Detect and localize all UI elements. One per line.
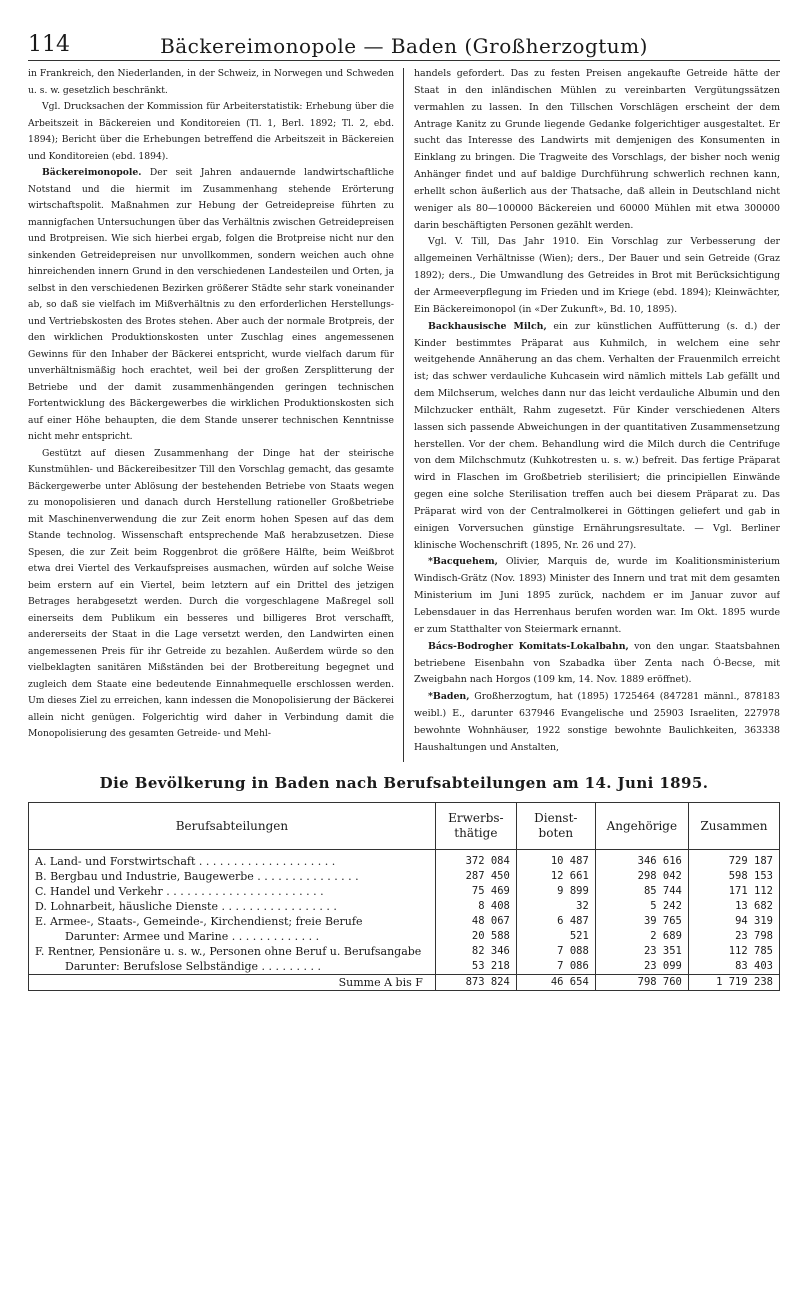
table-cell: 32: [516, 899, 595, 914]
running-head: [28, 30, 780, 61]
table-cell: 7 088: [516, 944, 595, 959]
table-row: [29, 944, 780, 959]
paragraph-text: Gestützt auf diesen Zusammenhang der Dinge hat der steirische Kunstmühlen- und Bäckereibesitzer Till den Vorschlag gemacht, das gesamte Bäckergewerbe unter Ablösung der bestehenden Betriebe von Staats wegen zu monopolisieren und danach durch Herstellung rationeller Großbetriebe mit Maschinenverwendung die zur Zeit enorm hohen Spesen auf das dem Stande technolog. Wissenschaft entsprechende Maß herabzusetzen. Diese Spesen, die zur Zeit beim Roggenbrot die größere Hälfte, beim Weißbrot etwa drei Viertel des Verkaufspreises ausmachen, würden auf solche Weise beim erstern auf ein Viertel, beim letztern auf ein Drittel des jetzigen Betrages herabgesetzt werden. Durch die vorgeschlagene Maßregel soll einerseits dem Publikum ein besseres und billigeres Brot verschafft, andererseits der Staat in die Lage versetzt werden, den Landwirten einen angemessenen Preis für ihr Getreide zu bezahlen. Außerdem würde so den vielbeklagten sanitären Mißständen bei der Brotbereitung begegnet und zugleich dem Staate eine bedeutende Einnahmequelle erschlossen werden. Um dieses Ziel zu erreichen, kann indessen die Monopolisierung der Bäckerei allein nicht genügen. Folgerichtig wird daher in Verbindung damit die Monopolisierung des gesamten Getreide- und Mehl-: [28, 447, 394, 739]
row-label: C. Handel und Verkehr . . . . . . . . . . . . . . . . . . . . . . .: [29, 884, 436, 899]
table-cell: 82 346: [435, 944, 516, 959]
paragraph-text: handels gefordert. Das zu festen Preisen angekaufte Getreide hätte der Staat in den inländischen Mühlen zu vereinbarten Vergütungssätzen vermahlen zu lassen. In den Tillschen Vorschlägen erscheint der dem Antrage Kanitz zu Grunde liegende Gedanke folgerichtiger ausgestaltet. Er sucht das Interesse des Landwirts mit demjenigen des Konsumenten in Einklang zu bringen. Die Tragweite des Vorschlags, der bisher noch wenig Anhänger findet und auf baldige Durchführung schwerlich rechnen kann, erhellt schon äußerlich aus der Thatsache, daß allein in Deutschland nicht weniger als 80—100000 Bäckereien und 60000 Mühlen mit etwa 300000 darin beschäftigten Personen gezählt werden.: [414, 68, 780, 231]
table-cell: 729 187: [688, 850, 779, 870]
table-cell: 372 084: [435, 850, 516, 870]
column-header: Dienst-boten: [516, 803, 595, 850]
paragraph-text: Vgl. Drucksachen der Kommission für Arbeiterstatistik: Erhebung über die Arbeitszeit in Bäckereien und Konditoreien (Tl. 1, Berl. 1892; Tl. 2, ebd. 1894); Bericht über die Erhebungen betreffend die Arbeitszeit in Bäckereien und Konditoreien (ebd. 1894).: [28, 101, 394, 162]
entry-headword: *Bacquehem,: [428, 556, 498, 568]
table-header-row: [29, 803, 780, 850]
table-cell: 521: [516, 929, 595, 944]
entry-headword: Backhausische Milch,: [428, 320, 547, 332]
total-cell: 46 654: [516, 975, 595, 991]
paragraph-text: Vgl. V. Till, Das Jahr 1910. Ein Vorschlag zur Verbesserung der allgemeinen Verhältnisse (Wien); ders., Der Bauer und sein Getreide (Graz 1892); ders., Die Umwandlung des Getreides in Brot mit Berücksichtigung der Armeeverpflegung im Frieden und im Kriege (ebd. 1894); Kleinwächter, Ein Bäckereimonopol (in «Der Zukunft», Bd. 10, 1895).: [414, 236, 780, 315]
text-columns: [28, 66, 780, 766]
paragraph-text: in Frankreich, den Niederlanden, in der Schweiz, in Norwegen und Schweden u. s. w. gesetzlich beschränkt.: [28, 68, 394, 96]
entry-headword: Bäckereimonopole.: [42, 167, 142, 178]
population-table: [28, 802, 780, 991]
total-cell: 798 760: [595, 975, 688, 991]
paragraph-text: Olivier, Marquis de, wurde im Koalitionsministerium Windisch-Grätz (Nov. 1893) Minister des Innern und trat mit dem gesamten Ministerium im Juni 1895 zurück, nachdem er im Januar zuvor auf Lebensdauer in das Herrenhaus berufen worden war. Im Okt. 1895 wurde er zum Statthalter von Steiermark ernannt.: [414, 556, 780, 635]
paragraph-text: ein zur künstlichen Auffütterung (s. d.) der Kinder bestimmtes Präparat aus Kuhmilch, in welchem eine sehr weitgehende Annäherung an das chem. Verhalten der Frauenmilch erreicht ist; das schwer verdauliche Kuhcasein wird nämlich mittels Lab gefällt und dem Milchserum, welches dann nur das leicht verdauliche Albumin und den Milchzucker enthält, Rahm zugesetzt. Für Kinder verschiedenen Alters lassen sich passende Abweichungen in der quantitativen Zusammensetzung herstellen. Vor der chem. Behandlung wird die Milch durch die Centrifuge von dem Milchschmutz (Kuhkotresten u. s. w.) befreit. Das fertige Präparat wird in Flaschen im Großbetrieb sterilisiert; die principiellen Einwände gegen eine solche Sterilisation treffen auch bei diesem Präparat zu. Das Präparat wird von der Centralmolkerei in Göttingen geliefert und gab in einigen Vorversuchen günstige Ernährungsresultate. — Vgl. Berliner klinische Wochenschrift (1895, Nr. 26 und 27).: [414, 320, 780, 551]
row-label: Darunter: Berufslose Selbständige . . . . . . . . .: [29, 959, 436, 975]
table-cell: 23 351: [595, 944, 688, 959]
paragraph: [28, 66, 394, 99]
table-cell: 85 744: [595, 884, 688, 899]
table-row: [29, 884, 780, 899]
row-label: F. Rentner, Pensionäre u. s. w., Personen ohne Beruf u. Berufsangabe: [29, 944, 436, 959]
table-cell: 5 242: [595, 899, 688, 914]
paragraph-text: Großherzogtum, hat (1895) 1725464 (847281 männl., 878183 weibl.) E., darunter 637946 Evangelische und 25903 Israeliten, 227978 bewohnte Wohnhäuser, 1922 sonstige bewohnte Baulichkeiten, 363338 Haushaltungen und Anstalten,: [414, 691, 780, 753]
row-label: B. Bergbau und Industrie, Baugewerbe . . . . . . . . . . . . . . .: [29, 869, 436, 884]
row-label: A. Land- und Forstwirtschaft . . . . . . . . . . . . . . . . . . . .: [29, 850, 436, 870]
column-divider: [403, 68, 404, 762]
column-header: Zusammen: [688, 803, 779, 850]
table-cell: 10 487: [516, 850, 595, 870]
table-cell: 298 042: [595, 869, 688, 884]
table-row: [29, 959, 780, 975]
table-body: [29, 850, 780, 991]
row-label: E. Armee-, Staats-, Gemeinde-, Kirchendienst; freie Berufe: [29, 914, 436, 929]
table-cell: 94 319: [688, 914, 779, 929]
total-row: [29, 975, 780, 991]
table-title: Die Bevölkerung in Baden nach Berufsabteilungen am 14. Juni 1895.: [99, 774, 709, 792]
table-cell: 598 153: [688, 869, 779, 884]
table-cell: 20 588: [435, 929, 516, 944]
right-column: [414, 66, 780, 766]
table-cell: 83 403: [688, 959, 779, 975]
table-cell: 287 450: [435, 869, 516, 884]
table-row: [29, 850, 780, 870]
table-row: [29, 929, 780, 944]
paragraph: [414, 319, 780, 555]
paragraph: [28, 165, 394, 446]
table-cell: 23 798: [688, 929, 779, 944]
table-cell: 39 765: [595, 914, 688, 929]
entry-headword: Bács-Bodrogher Komitats-Lokalbahn,: [428, 640, 629, 652]
column-header: Berufsabteilungen: [29, 803, 436, 850]
column-header: Angehörige: [595, 803, 688, 850]
page-number: 114: [28, 32, 70, 57]
table-cell: 48 067: [435, 914, 516, 929]
column-header: Erwerbs-thätige: [435, 803, 516, 850]
running-title: Bäckereimonopole — Baden (Großherzogtum): [160, 34, 648, 58]
paragraph: [28, 99, 394, 165]
total-cell: 873 824: [435, 975, 516, 991]
paragraph: [414, 234, 780, 318]
table-row: [29, 869, 780, 884]
entry-headword: *Baden,: [428, 691, 470, 703]
table-row: [29, 899, 780, 914]
table-cell: 346 616: [595, 850, 688, 870]
left-column: [28, 66, 394, 766]
total-cell: 1 719 238: [688, 975, 779, 991]
table-cell: 53 218: [435, 959, 516, 975]
paragraph-text: von den ungar. Staatsbahnen betriebene Eisenbahn von Szabadka über Zenta nach Ó-Becse, mit Zweigbahn nach Horgos (109 km, 14. Nov. 1889 eröffnet).: [414, 640, 780, 686]
table-cell: 2 689: [595, 929, 688, 944]
paragraph: [414, 689, 780, 756]
table-cell: 6 487: [516, 914, 595, 929]
table-cell: 8 408: [435, 899, 516, 914]
table-row: [29, 914, 780, 929]
paragraph: [414, 554, 780, 638]
paragraph-text: Der seit Jahren andauernde landwirtschaftliche Notstand und die hiermit im Zusammenhang stehende Erörterung wirtschaftspolit. Maßnahmen zur Hebung der Getreidepreise führten zu mannigfachen Untersuchungen über das Verhältnis zwischen Getreidepreisen und Brotpreisen. Wie sich hierbei ergab, folgen die Brotpreise nicht nur den sinkenden Getreidepreisen nur unvollkommen, sondern weichen auch ohne hinreichenden innern Grund in den verschiedenen Landesteilen und Orten, ja selbst in den verschiedenen Bezirken größerer Städte sehr stark voneinander ab, so daß sie vielfach im Mißverhältnis zu den erforderlichen Herstellungs- und Vertriebskosten des Brotes stehen. Aber auch der normale Brotpreis, der den wirklichen Produktionskosten unter Zuschlag eines angemessenen Gewinns für den Inhaber der Bäckerei entspricht, wurde vielfach darum für unverhältnismäßig hoch erachtet, weil bei der großen Zersplitterung der Betriebe und der damit zusammenhängenden geringen technischen Fortentwicklung des Bäckergewerbes die wirklichen Produktionskosten sich auf einer Höhe behaupten, die dem Stande unserer technischen Kenntnisse nicht mehr entspricht.: [28, 167, 394, 442]
table-cell: 7 086: [516, 959, 595, 975]
total-label: Summe A bis F: [29, 975, 436, 991]
table-cell: 112 785: [688, 944, 779, 959]
table-cell: 9 899: [516, 884, 595, 899]
table-cell: 13 682: [688, 899, 779, 914]
row-label: Darunter: Armee und Marine . . . . . . . . . . . . .: [29, 929, 436, 944]
paragraph: [28, 446, 394, 743]
row-label: D. Lohnarbeit, häusliche Dienste . . . . . . . . . . . . . . . . .: [29, 899, 436, 914]
table-cell: 75 469: [435, 884, 516, 899]
paragraph: [414, 639, 780, 690]
table-cell: 12 661: [516, 869, 595, 884]
table-cell: 23 099: [595, 959, 688, 975]
table-cell: 171 112: [688, 884, 779, 899]
paragraph: [414, 66, 780, 234]
